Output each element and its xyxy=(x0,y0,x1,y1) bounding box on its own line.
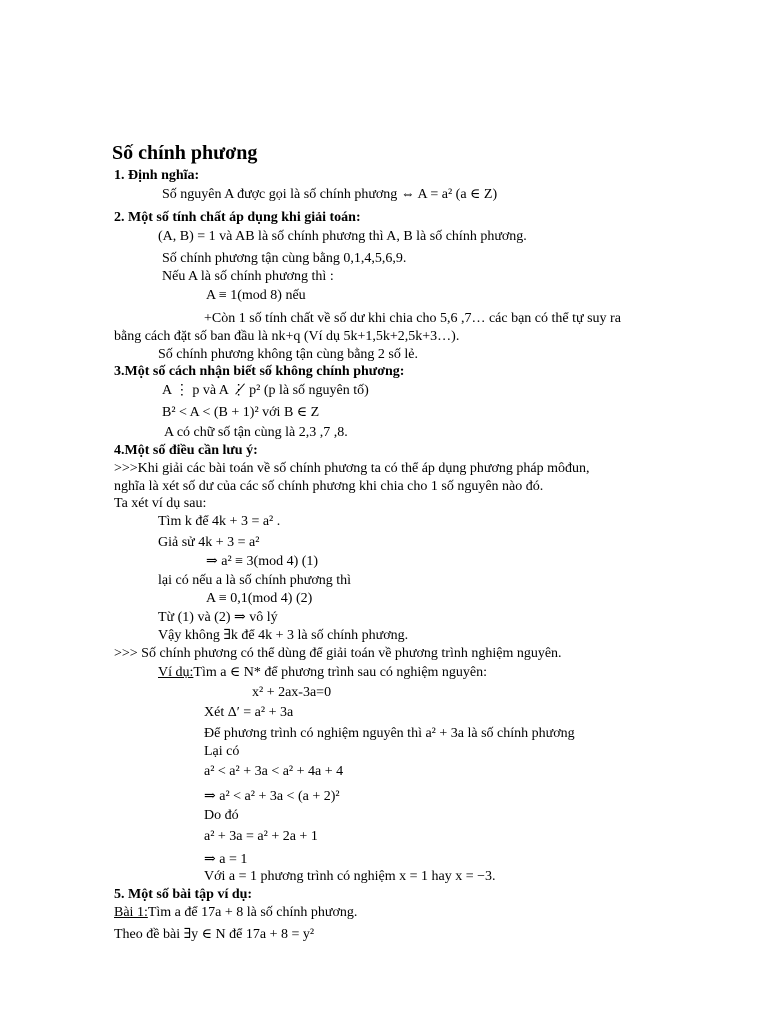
text-line: Giả sử 4k + 3 = a² xyxy=(158,535,260,550)
exercise-text: Tìm a để 17a + 8 là số chính phương. xyxy=(147,905,358,920)
text-line: Tìm k để 4k + 3 = a² . xyxy=(158,514,281,529)
text-line: >>> Số chính phương có thể dùng để giải toán về phương trình nghiệm nguyên. xyxy=(114,646,562,661)
text-line: Nếu A là số chính phương thì : xyxy=(162,269,334,284)
formula-line: ⇒ a² < a² + 3a < (a + 2)² xyxy=(204,789,340,804)
text-line: Theo đề bài ∃y ∈ N để 17a + 8 = y² xyxy=(114,927,315,942)
text-line: Để phương trình có nghiệm nguyên thì a² + 3a là số chính phương xyxy=(204,726,575,741)
section-heading-3: 3.Một số cách nhận biết số không chính phương: xyxy=(114,364,405,379)
document-title: Số chính phương xyxy=(112,142,258,164)
formula-line: a² < a² + 3a < a² + 4a + 4 xyxy=(204,764,344,779)
text-line: Từ (1) và (2) ⇒ vô lý xyxy=(158,610,278,625)
text-line: bằng cách đặt số ban đầu là nk+q (Ví dụ 5k+1,5k+2,5k+3…). xyxy=(114,329,460,344)
exercise-label: Bài 1: xyxy=(114,905,148,920)
section-heading-5: 5. Một số bài tập ví dụ: xyxy=(114,887,253,902)
text-line: (A, B) = 1 và AB là số chính phương thì A, B là số chính phương. xyxy=(158,229,527,244)
section-heading-4: 4.Một số điều cần lưu ý: xyxy=(114,443,258,458)
text-line: nghĩa là xét số dư của các số chính phương khi chia cho 1 số nguyên nào đó. xyxy=(114,479,544,494)
text-line: Số chính phương không tận cùng bằng 2 số lẻ. xyxy=(158,347,418,362)
formula-line: A ⋮ p và A ⋮̸ p² (p là số nguyên tố) xyxy=(162,383,369,398)
text-line: lại có nếu a là số chính phương thì xyxy=(158,573,352,588)
formula-line: B² < A < (B + 1)² với B ∈ Z xyxy=(162,405,320,420)
example-label: Ví dụ: xyxy=(158,665,194,680)
formula-line: a² + 3a = a² + 2a + 1 xyxy=(204,829,318,844)
section-heading-1: 1. Định nghĩa: xyxy=(114,168,200,183)
exercise-line xyxy=(114,904,357,922)
formula-line: Xét Δ′ = a² + 3a xyxy=(204,705,294,720)
text-line: Số nguyên A được gọi là số chính phương ⇔ A = a² (a ∈ Z) xyxy=(162,187,498,202)
formula-line: ⇒ a² ≡ 3(mod 4) (1) xyxy=(206,554,319,569)
text-line: Vậy không ∃k để 4k + 3 là số chính phương. xyxy=(158,628,409,643)
text-line: Do đó xyxy=(204,808,239,823)
text-line: Số chính phương tận cùng bằng 0,1,4,5,6,9. xyxy=(162,251,407,266)
text-line: Lại có xyxy=(204,744,240,759)
example-text: Tìm a ∈ N* để phương trình sau có nghiệm nguyên: xyxy=(193,665,488,680)
formula-line: x² + 2ax-3a=0 xyxy=(252,685,332,700)
section-heading-2: 2. Một số tính chất áp dụng khi giải toán: xyxy=(114,210,361,225)
text-line: A có chữ số tận cùng là 2,3 ,7 ,8. xyxy=(164,425,348,440)
example-line xyxy=(158,664,487,682)
text-line: >>>Khi giải các bài toán về số chính phương ta có thể áp dụng phương pháp môđun, xyxy=(114,461,590,476)
text-line: Ta xét ví dụ sau: xyxy=(114,496,207,511)
formula-line: A ≡ 0,1(mod 4) (2) xyxy=(206,591,313,606)
formula-line: ⇒ a = 1 xyxy=(204,852,248,867)
text-line: +Còn 1 số tính chất về số dư khi chia cho 5,6 ,7… các bạn có thể tự suy ra xyxy=(204,311,621,326)
text-line: Với a = 1 phương trình có nghiệm x = 1 hay x = −3. xyxy=(204,869,496,884)
formula-line: A ≡ 1(mod 8) nếu xyxy=(206,288,306,303)
